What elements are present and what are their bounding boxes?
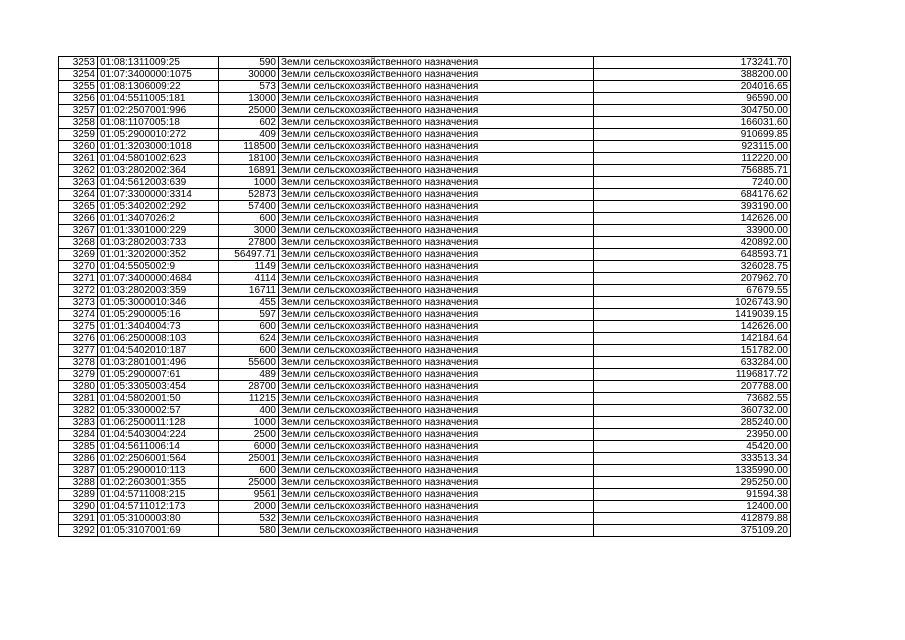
area-cell: 30000 [219,69,279,81]
table-row [59,309,791,321]
cadastral-value-cell: 375109.20 [594,525,791,537]
cadastral-value-cell: 756885.71 [594,165,791,177]
cadastral-number-cell: 01:04:5612003:639 [98,177,219,189]
land-category-cell: Земли сельскохозяйственного назначения [279,69,594,81]
area-cell: 2500 [219,429,279,441]
cadastral-value-cell: 388200.00 [594,69,791,81]
land-category-cell: Земли сельскохозяйственного назначения [279,129,594,141]
row-number-cell: 3285 [59,441,98,453]
cadastral-number-cell: 01:06:2500008:103 [98,333,219,345]
land-category-cell: Земли сельскохозяйственного назначения [279,249,594,261]
area-cell: 13000 [219,93,279,105]
cadastral-number-cell: 01:07:3400000:4684 [98,273,219,285]
area-cell: 56497.71 [219,249,279,261]
cadastral-value-cell: 1419039.15 [594,309,791,321]
table-row [59,345,791,357]
cadastral-value-cell: 96590.00 [594,93,791,105]
cadastral-value-cell: 207788.00 [594,381,791,393]
cadastral-number-cell: 01:07:3400000:1075 [98,69,219,81]
table-row [59,405,791,417]
area-cell: 27800 [219,237,279,249]
cadastral-number-cell: 01:05:3305003:454 [98,381,219,393]
row-number-cell: 3265 [59,201,98,213]
row-number-cell: 3289 [59,489,98,501]
row-number-cell: 3254 [59,69,98,81]
row-number-cell: 3290 [59,501,98,513]
table-row [59,477,791,489]
land-category-cell: Земли сельскохозяйственного назначения [279,213,594,225]
table-row [59,225,791,237]
land-category-cell: Земли сельскохозяйственного назначения [279,141,594,153]
cadastral-number-cell: 01:05:3402002:292 [98,201,219,213]
area-cell: 16891 [219,165,279,177]
cadastral-value-cell: 33900.00 [594,225,791,237]
row-number-cell: 3287 [59,465,98,477]
cadastral-value-cell: 910699.85 [594,129,791,141]
cadastral-number-cell: 01:05:2900010:272 [98,129,219,141]
table-row [59,357,791,369]
land-category-cell: Земли сельскохозяйственного назначения [279,165,594,177]
land-category-cell: Земли сельскохозяйственного назначения [279,321,594,333]
land-category-cell: Земли сельскохозяйственного назначения [279,525,594,537]
cadastral-number-cell: 01:05:2900007:61 [98,369,219,381]
row-number-cell: 3263 [59,177,98,189]
cadastral-value-cell: 412879.88 [594,513,791,525]
table-row [59,177,791,189]
row-number-cell: 3282 [59,405,98,417]
registry-table-body [59,57,791,537]
area-cell: 28700 [219,381,279,393]
area-cell: 2000 [219,501,279,513]
cadastral-number-cell: 01:01:3404004:73 [98,321,219,333]
area-cell: 400 [219,405,279,417]
cadastral-number-cell: 01:04:5403004:224 [98,429,219,441]
area-cell: 9561 [219,489,279,501]
row-number-cell: 3262 [59,165,98,177]
table-row [59,489,791,501]
row-number-cell: 3255 [59,81,98,93]
land-category-cell: Земли сельскохозяйственного назначения [279,153,594,165]
table-row [59,501,791,513]
land-category-cell: Земли сельскохозяйственного назначения [279,237,594,249]
table-row [59,165,791,177]
cadastral-value-cell: 285240.00 [594,417,791,429]
area-cell: 600 [219,465,279,477]
row-number-cell: 3257 [59,105,98,117]
table-row [59,429,791,441]
cadastral-value-cell: 326028.75 [594,261,791,273]
cadastral-value-cell: 23950.00 [594,429,791,441]
area-cell: 18100 [219,153,279,165]
cadastral-number-cell: 01:07:3300000:3314 [98,189,219,201]
cadastral-value-cell: 420892.00 [594,237,791,249]
area-cell: 573 [219,81,279,93]
land-category-cell: Земли сельскохозяйственного назначения [279,417,594,429]
cadastral-number-cell: 01:04:5511005:181 [98,93,219,105]
land-category-cell: Земли сельскохозяйственного назначения [279,441,594,453]
area-cell: 1149 [219,261,279,273]
cadastral-number-cell: 01:08:1311009:25 [98,57,219,69]
table-row [59,81,791,93]
row-number-cell: 3280 [59,381,98,393]
land-category-cell: Земли сельскохозяйственного назначения [279,189,594,201]
land-category-cell: Земли сельскохозяйственного назначения [279,477,594,489]
row-number-cell: 3270 [59,261,98,273]
row-number-cell: 3253 [59,57,98,69]
table-row [59,213,791,225]
land-category-cell: Земли сельскохозяйственного назначения [279,93,594,105]
cadastral-number-cell: 01:05:3300002:57 [98,405,219,417]
row-number-cell: 3286 [59,453,98,465]
cadastral-value-cell: 684176.62 [594,189,791,201]
area-cell: 1000 [219,417,279,429]
cadastral-value-cell: 295250.00 [594,477,791,489]
table-row [59,321,791,333]
cadastral-number-cell: 01:03:2802003:359 [98,285,219,297]
area-cell: 580 [219,525,279,537]
table-row [59,513,791,525]
table-row [59,297,791,309]
cadastral-value-cell: 166031.60 [594,117,791,129]
cadastral-value-cell: 1196817.72 [594,369,791,381]
table-row [59,201,791,213]
row-number-cell: 3269 [59,249,98,261]
cadastral-value-cell: 207962.70 [594,273,791,285]
cadastral-value-cell: 112220.00 [594,153,791,165]
cadastral-number-cell: 01:04:5711008:215 [98,489,219,501]
row-number-cell: 3272 [59,285,98,297]
area-cell: 489 [219,369,279,381]
cadastral-number-cell: 01:04:5505002:9 [98,261,219,273]
area-cell: 118500 [219,141,279,153]
land-category-cell: Земли сельскохозяйственного назначения [279,453,594,465]
row-number-cell: 3273 [59,297,98,309]
row-number-cell: 3291 [59,513,98,525]
cadastral-number-cell: 01:02:2506001:564 [98,453,219,465]
land-category-cell: Земли сельскохозяйственного назначения [279,345,594,357]
cadastral-value-cell: 142626.00 [594,213,791,225]
cadastral-value-cell: 73682.55 [594,393,791,405]
row-number-cell: 3267 [59,225,98,237]
land-category-cell: Земли сельскохозяйственного назначения [279,261,594,273]
table-row [59,273,791,285]
land-category-cell: Земли сельскохозяйственного назначения [279,273,594,285]
cadastral-value-cell: 648593.71 [594,249,791,261]
land-category-cell: Земли сельскохозяйственного назначения [279,393,594,405]
land-category-cell: Земли сельскохозяйственного назначения [279,285,594,297]
cadastral-number-cell: 01:03:2802002:364 [98,165,219,177]
area-cell: 25000 [219,477,279,489]
row-number-cell: 3275 [59,321,98,333]
row-number-cell: 3256 [59,93,98,105]
land-category-cell: Земли сельскохозяйственного назначения [279,501,594,513]
area-cell: 57400 [219,201,279,213]
cadastral-number-cell: 01:04:5711012:173 [98,501,219,513]
land-category-cell: Земли сельскохозяйственного назначения [279,357,594,369]
table-row [59,141,791,153]
land-category-cell: Земли сельскохозяйственного назначения [279,369,594,381]
cadastral-number-cell: 01:05:3100003:80 [98,513,219,525]
table-row [59,333,791,345]
area-cell: 600 [219,213,279,225]
row-number-cell: 3276 [59,333,98,345]
cadastral-number-cell: 01:05:2900010:113 [98,465,219,477]
cadastral-number-cell: 01:02:2507001:996 [98,105,219,117]
land-category-cell: Земли сельскохозяйственного назначения [279,465,594,477]
row-number-cell: 3259 [59,129,98,141]
cadastral-number-cell: 01:04:5801002:623 [98,153,219,165]
area-cell: 6000 [219,441,279,453]
area-cell: 25000 [219,105,279,117]
cadastral-number-cell: 01:04:5802001:50 [98,393,219,405]
table-row [59,237,791,249]
land-category-cell: Земли сельскохозяйственного назначения [279,225,594,237]
row-number-cell: 3279 [59,369,98,381]
area-cell: 3000 [219,225,279,237]
row-number-cell: 3264 [59,189,98,201]
area-cell: 624 [219,333,279,345]
cadastral-value-cell: 393190.00 [594,201,791,213]
cadastral-value-cell: 45420.00 [594,441,791,453]
table-row [59,453,791,465]
row-number-cell: 3266 [59,213,98,225]
land-registry-table [58,56,791,537]
area-cell: 455 [219,297,279,309]
row-number-cell: 3261 [59,153,98,165]
row-number-cell: 3288 [59,477,98,489]
area-cell: 52873 [219,189,279,201]
table-row [59,153,791,165]
cadastral-value-cell: 173241.70 [594,57,791,69]
row-number-cell: 3268 [59,237,98,249]
land-category-cell: Земли сельскохозяйственного назначения [279,333,594,345]
cadastral-value-cell: 333513.34 [594,453,791,465]
cadastral-value-cell: 151782.00 [594,345,791,357]
area-cell: 409 [219,129,279,141]
area-cell: 55600 [219,357,279,369]
cadastral-number-cell: 01:04:5402010:187 [98,345,219,357]
cadastral-number-cell: 01:05:3000010:346 [98,297,219,309]
area-cell: 16711 [219,285,279,297]
land-category-cell: Земли сельскохозяйственного назначения [279,513,594,525]
table-row [59,129,791,141]
row-number-cell: 3260 [59,141,98,153]
cadastral-value-cell: 12400.00 [594,501,791,513]
area-cell: 4114 [219,273,279,285]
cadastral-value-cell: 304750.00 [594,105,791,117]
cadastral-value-cell: 633284.00 [594,357,791,369]
document-page [58,56,791,537]
table-row [59,249,791,261]
cadastral-number-cell: 01:03:2802003:733 [98,237,219,249]
land-category-cell: Земли сельскохозяйственного назначения [279,117,594,129]
cadastral-number-cell: 01:01:3301000:229 [98,225,219,237]
land-category-cell: Земли сельскохозяйственного назначения [279,429,594,441]
cadastral-number-cell: 01:05:2900005:16 [98,309,219,321]
cadastral-value-cell: 360732.00 [594,405,791,417]
cadastral-value-cell: 204016.65 [594,81,791,93]
area-cell: 590 [219,57,279,69]
row-number-cell: 3271 [59,273,98,285]
table-row [59,285,791,297]
land-category-cell: Земли сельскохозяйственного назначения [279,381,594,393]
area-cell: 597 [219,309,279,321]
table-row [59,525,791,537]
area-cell: 25001 [219,453,279,465]
row-number-cell: 3283 [59,417,98,429]
area-cell: 532 [219,513,279,525]
cadastral-value-cell: 1026743.90 [594,297,791,309]
cadastral-number-cell: 01:01:3202000:352 [98,249,219,261]
table-row [59,381,791,393]
land-category-cell: Земли сельскохозяйственного назначения [279,405,594,417]
table-row [59,117,791,129]
table-row [59,369,791,381]
row-number-cell: 3281 [59,393,98,405]
table-row [59,189,791,201]
area-cell: 11215 [219,393,279,405]
cadastral-number-cell: 01:08:1306009:22 [98,81,219,93]
table-row [59,69,791,81]
row-number-cell: 3258 [59,117,98,129]
table-row [59,393,791,405]
land-category-cell: Земли сельскохозяйственного назначения [279,57,594,69]
table-row [59,441,791,453]
cadastral-number-cell: 01:05:3107001:69 [98,525,219,537]
row-number-cell: 3284 [59,429,98,441]
cadastral-value-cell: 67679.55 [594,285,791,297]
cadastral-number-cell: 01:06:2500011:128 [98,417,219,429]
table-row [59,465,791,477]
cadastral-number-cell: 01:02:2603001:355 [98,477,219,489]
cadastral-value-cell: 142626.00 [594,321,791,333]
land-category-cell: Земли сельскохозяйственного назначения [279,81,594,93]
row-number-cell: 3278 [59,357,98,369]
land-category-cell: Земли сельскохозяйственного назначения [279,489,594,501]
area-cell: 602 [219,117,279,129]
cadastral-number-cell: 01:03:2801001:496 [98,357,219,369]
land-category-cell: Земли сельскохозяйственного назначения [279,297,594,309]
table-row [59,417,791,429]
table-row [59,93,791,105]
land-category-cell: Земли сельскохозяйственного назначения [279,201,594,213]
table-row [59,261,791,273]
table-row [59,57,791,69]
cadastral-value-cell: 923115.00 [594,141,791,153]
cadastral-value-cell: 91594.38 [594,489,791,501]
row-number-cell: 3274 [59,309,98,321]
table-row [59,105,791,117]
row-number-cell: 3292 [59,525,98,537]
cadastral-value-cell: 7240.00 [594,177,791,189]
land-category-cell: Земли сельскохозяйственного назначения [279,177,594,189]
land-category-cell: Земли сельскохозяйственного назначения [279,309,594,321]
area-cell: 1000 [219,177,279,189]
cadastral-number-cell: 01:01:3203000:1018 [98,141,219,153]
cadastral-value-cell: 142184.64 [594,333,791,345]
land-category-cell: Земли сельскохозяйственного назначения [279,105,594,117]
cadastral-number-cell: 01:04:5611006:14 [98,441,219,453]
cadastral-value-cell: 1335990.00 [594,465,791,477]
area-cell: 600 [219,345,279,357]
cadastral-number-cell: 01:08:1107005:18 [98,117,219,129]
area-cell: 600 [219,321,279,333]
row-number-cell: 3277 [59,345,98,357]
cadastral-number-cell: 01:01:3407026:2 [98,213,219,225]
